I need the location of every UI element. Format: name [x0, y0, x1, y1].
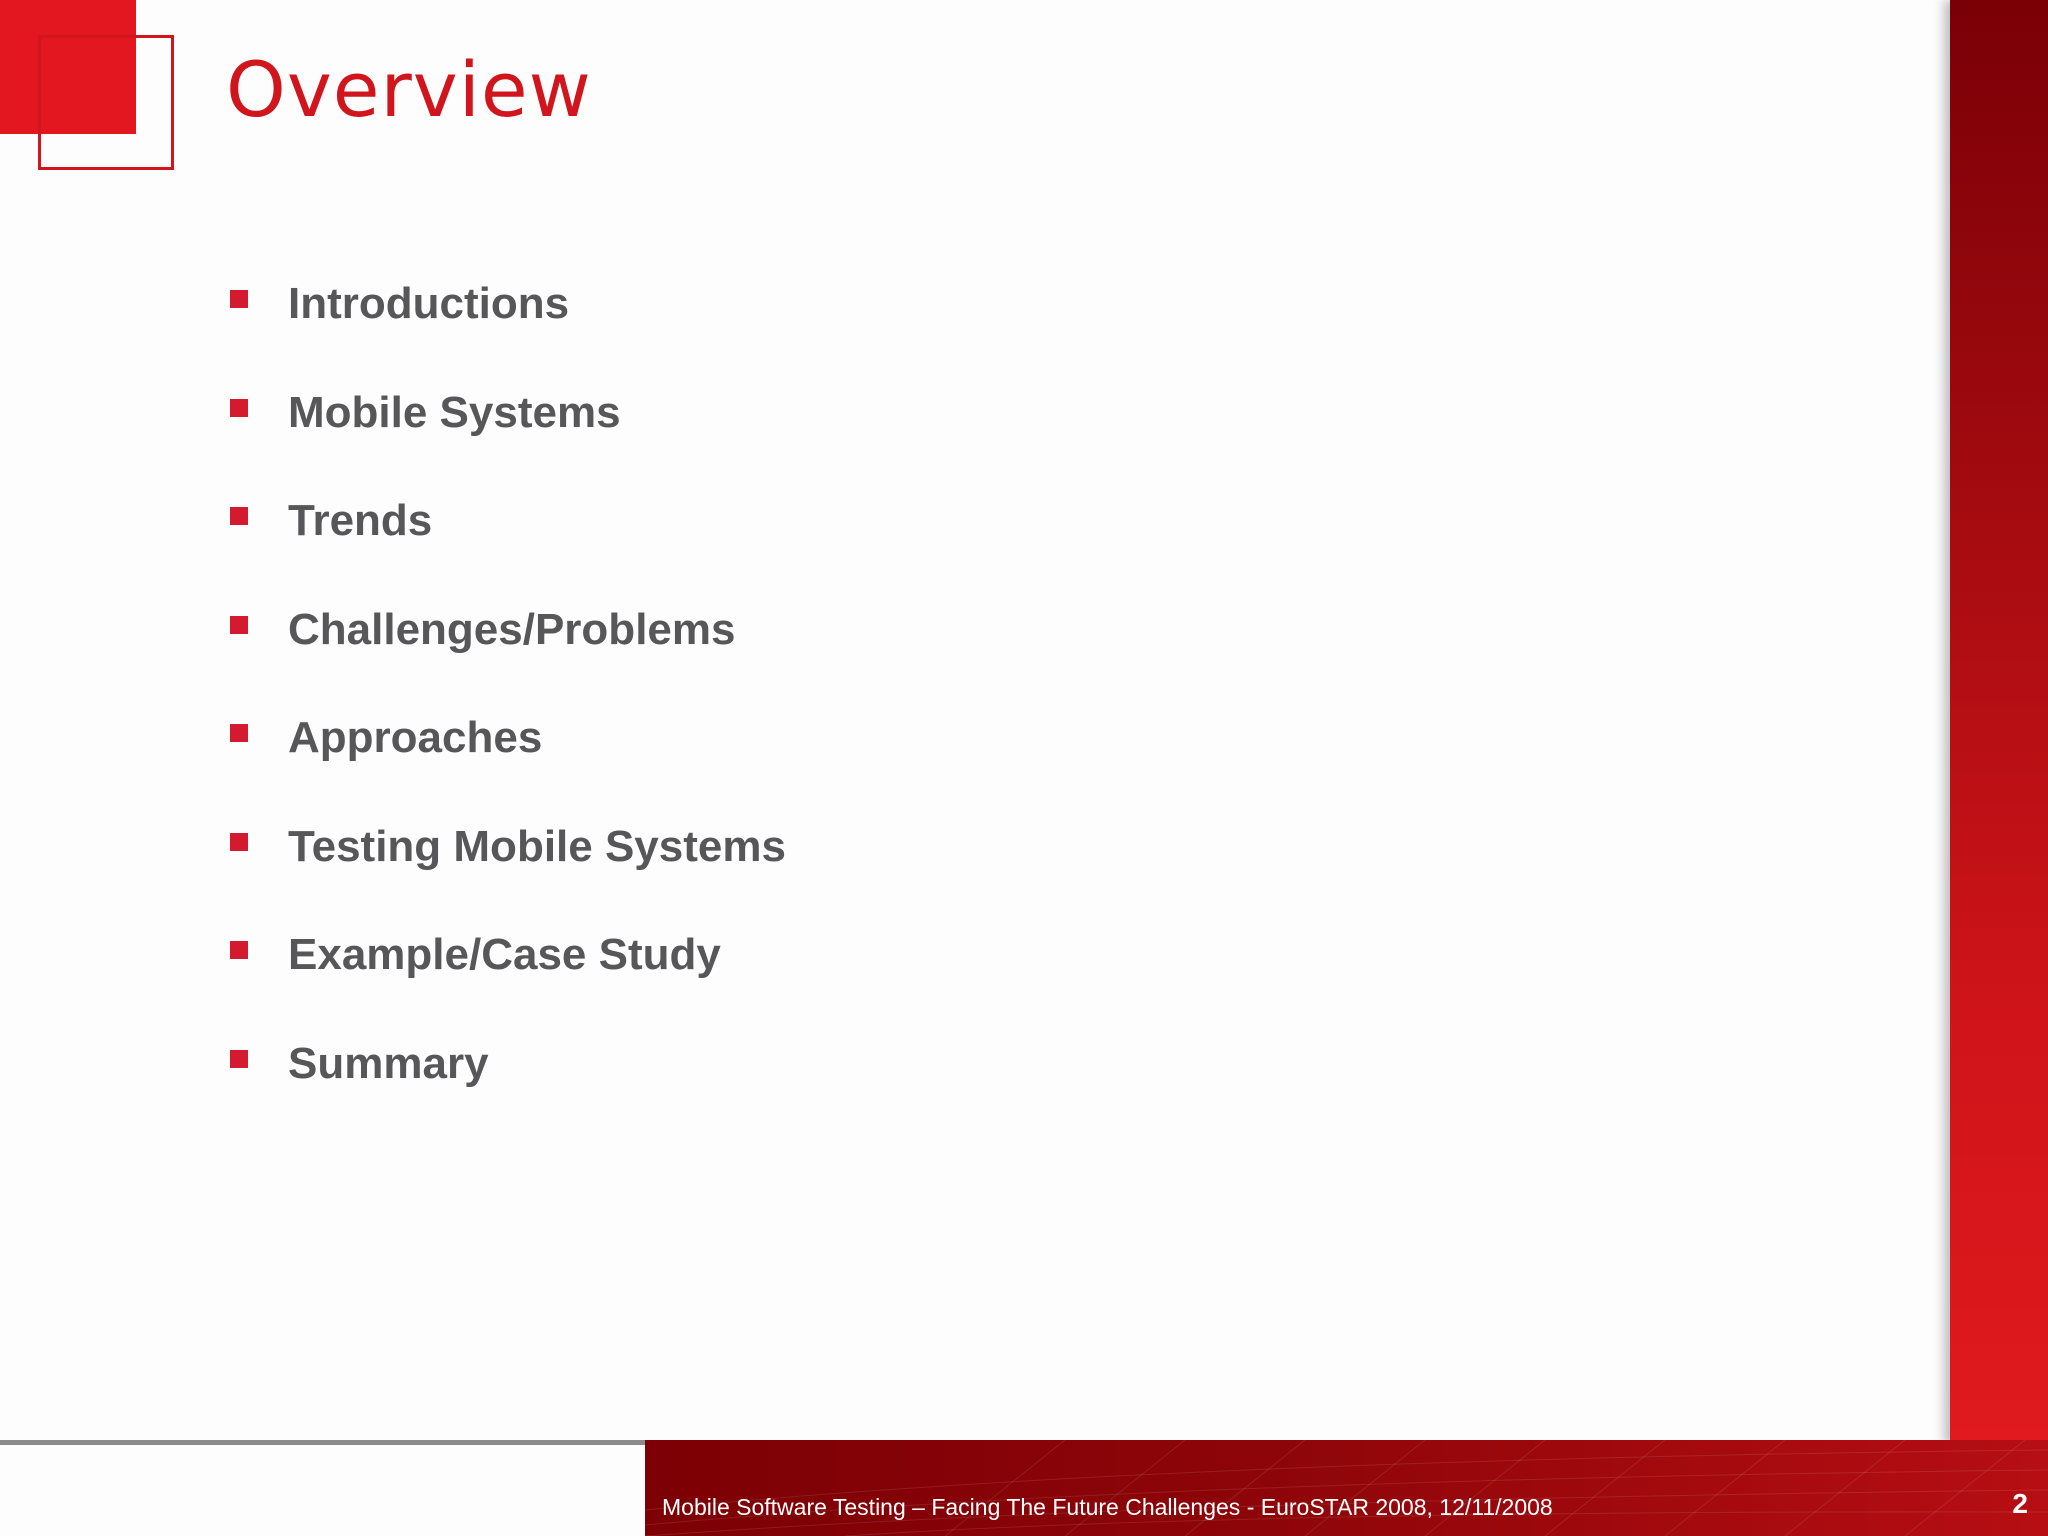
square-bullet-icon [230, 724, 248, 742]
square-bullet-icon [230, 399, 248, 417]
list-item [230, 576, 786, 685]
square-bullet-icon [230, 616, 248, 634]
bullet-text: Mobile Systems [288, 387, 621, 437]
list-item [230, 793, 786, 902]
square-bullet-icon [230, 290, 248, 308]
bullet-text: Approaches [288, 713, 543, 763]
list-item [230, 684, 786, 793]
footer-divider [0, 1440, 645, 1445]
bullet-text: Trends [288, 496, 433, 546]
slide-title: Overview [226, 45, 592, 134]
list-item [230, 901, 786, 1010]
bullet-text: Introductions [288, 279, 570, 329]
bullet-text: Summary [288, 1038, 489, 1088]
square-bullet-icon [230, 833, 248, 851]
list-item [230, 359, 786, 468]
footer-grid-pattern [645, 1440, 2048, 1536]
square-bullet-icon [230, 1050, 248, 1068]
page-number: 2 [2012, 1488, 2028, 1519]
right-accent-bar [1950, 0, 2048, 1444]
bullet-text: Example/Case Study [288, 930, 721, 980]
list-item [230, 467, 786, 576]
logo-square-outline [38, 35, 174, 170]
footer-band [645, 1440, 2048, 1536]
bullet-text: Challenges/Problems [288, 604, 736, 654]
bullet-list [230, 250, 786, 1118]
footer-text: Mobile Software Testing – Facing The Future Challenges - EuroSTAR 2008, 12/11/2008 [662, 1494, 1553, 1520]
list-item [230, 250, 786, 359]
list-item [230, 1010, 786, 1119]
bullet-text: Testing Mobile Systems [288, 821, 786, 871]
square-bullet-icon [230, 507, 248, 525]
square-bullet-icon [230, 941, 248, 959]
